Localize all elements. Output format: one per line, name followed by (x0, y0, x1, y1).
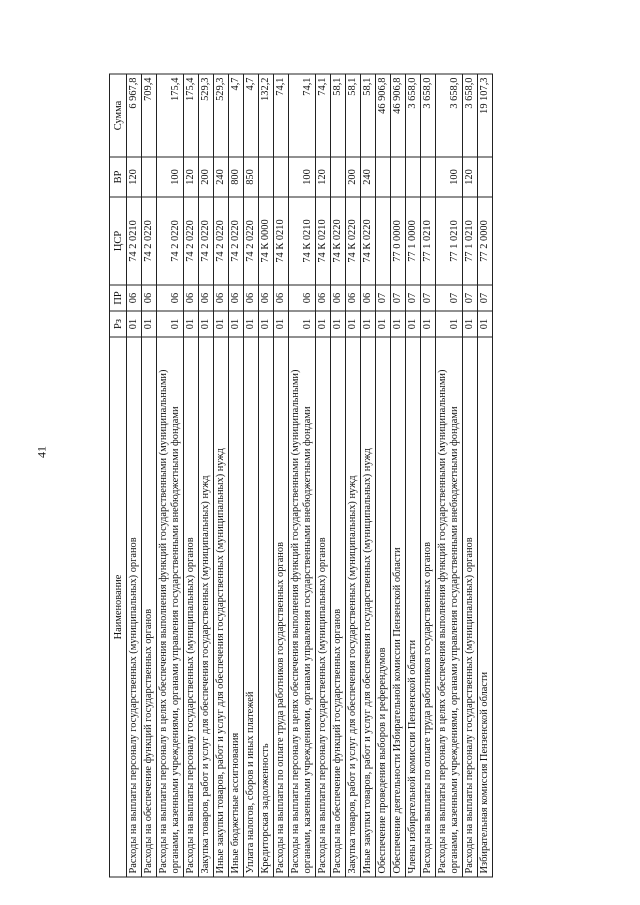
cell-csr: 74 К 0220 (361, 197, 376, 285)
cell-vr: 120 (127, 157, 142, 197)
cell-name: Расходы на выплаты по оплате труда работников государственных органов (274, 337, 289, 877)
table-row (214, 74, 229, 877)
table-row (463, 74, 478, 877)
cell-sum: 4,7 (244, 74, 259, 157)
cell-sum: 58,1 (331, 74, 346, 157)
cell-rz: 01 (142, 311, 157, 337)
cell-name: Иные закупки товаров, работ и услуг для обеспечения государственных (муниципальных) нужд (361, 337, 376, 877)
cell-name: Кредиторская задолженность (259, 337, 274, 877)
cell-vr (406, 157, 421, 197)
cell-name: Уплата налогов, сборов и иных платежей (244, 337, 259, 877)
cell-pr: 07 (406, 285, 421, 311)
cell-sum: 175,4 (184, 74, 199, 157)
cell-csr: 77 2 0000 (478, 197, 493, 285)
table-row (406, 74, 421, 877)
cell-rz: 01 (478, 311, 493, 337)
cell-name: Расходы на выплаты по оплате труда работников государственных органов (421, 337, 436, 877)
cell-vr: 120 (463, 157, 478, 197)
table-row (316, 74, 331, 877)
table-row (346, 74, 361, 877)
cell-sum: 175,4 (157, 74, 184, 157)
cell-pr: 06 (289, 285, 316, 311)
table-row (361, 74, 376, 877)
header-sum: Сумма (110, 74, 127, 157)
cell-name: Закупка товаров, работ и услуг для обеспечения государственных (муниципальных) нужд (199, 337, 214, 877)
cell-vr: 800 (229, 157, 244, 197)
cell-pr: 06 (259, 285, 274, 311)
table-row (436, 74, 463, 877)
cell-rz: 01 (463, 311, 478, 337)
cell-name: Избирательная комиссия Пензенской области (478, 337, 493, 877)
table-row (184, 74, 199, 877)
cell-csr: 77 1 0210 (463, 197, 478, 285)
cell-sum: 3 658,0 (406, 74, 421, 157)
cell-rz: 01 (229, 311, 244, 337)
cell-csr: 74 К 0210 (274, 197, 289, 285)
table-row (478, 74, 493, 877)
cell-csr: 77 1 0000 (406, 197, 421, 285)
table-row (259, 74, 274, 877)
cell-vr (478, 157, 493, 197)
cell-rz: 01 (361, 311, 376, 337)
cell-pr: 06 (199, 285, 214, 311)
cell-rz: 01 (289, 311, 316, 337)
cell-sum: 46 906,8 (391, 74, 406, 157)
cell-vr (274, 157, 289, 197)
cell-csr (376, 197, 391, 285)
table-row (391, 74, 406, 877)
cell-pr: 06 (361, 285, 376, 311)
table-row (199, 74, 214, 877)
cell-rz: 01 (331, 311, 346, 337)
budget-table (109, 74, 493, 878)
cell-rz: 01 (376, 311, 391, 337)
cell-name: Расходы на выплаты персоналу государственных (муниципальных) органов (463, 337, 478, 877)
cell-rz: 01 (157, 311, 184, 337)
cell-vr: 240 (361, 157, 376, 197)
header-vr: ВР (110, 157, 127, 197)
header-csr: ЦСР (110, 197, 127, 285)
cell-sum: 529,3 (214, 74, 229, 157)
cell-rz: 01 (436, 311, 463, 337)
cell-name: Расходы на выплаты персоналу в целях обеспечения выполнения функций государственными (муниципальными) органами, казенными учреждениями, органами управления государственными внебюджетными фондами (157, 337, 184, 877)
cell-pr: 07 (478, 285, 493, 311)
table-row (244, 74, 259, 877)
cell-vr: 850 (244, 157, 259, 197)
table-row (331, 74, 346, 877)
header-pr: ПР (110, 285, 127, 311)
rotated-table-container (109, 75, 587, 878)
table-row (289, 74, 316, 877)
cell-rz: 01 (391, 311, 406, 337)
cell-name: Расходы на выплаты персоналу в целях обеспечения выполнения функций государственными (муниципальными) органами, казенными учреждениями, органами управления государственными внебюджетными фондами (436, 337, 463, 877)
cell-csr: 74 2 0220 (199, 197, 214, 285)
cell-pr: 06 (346, 285, 361, 311)
table-body (127, 74, 493, 877)
cell-rz: 01 (346, 311, 361, 337)
cell-pr: 06 (184, 285, 199, 311)
cell-csr: 74 К 0220 (346, 197, 361, 285)
cell-pr: 06 (157, 285, 184, 311)
cell-vr (421, 157, 436, 197)
cell-vr: 120 (184, 157, 199, 197)
cell-sum: 19 107,3 (478, 74, 493, 157)
cell-vr (259, 157, 274, 197)
cell-csr: 74 2 0220 (184, 197, 199, 285)
cell-sum: 3 658,0 (421, 74, 436, 157)
cell-sum: 58,1 (346, 74, 361, 157)
cell-rz: 01 (199, 311, 214, 337)
cell-pr: 06 (214, 285, 229, 311)
cell-name: Закупка товаров, работ и услуг для обеспечения государственных (муниципальных) нужд (346, 337, 361, 877)
cell-vr (142, 157, 157, 197)
cell-csr: 77 0 0000 (391, 197, 406, 285)
cell-vr: 120 (316, 157, 331, 197)
cell-sum: 46 906,8 (376, 74, 391, 157)
cell-csr: 77 1 0210 (421, 197, 436, 285)
cell-name: Иные бюджетные ассигнования (229, 337, 244, 877)
cell-csr: 74 К 0220 (331, 197, 346, 285)
cell-csr: 74 2 0220 (142, 197, 157, 285)
cell-vr (391, 157, 406, 197)
cell-pr: 07 (436, 285, 463, 311)
cell-sum: 529,3 (199, 74, 214, 157)
header-rz: Рз (110, 311, 127, 337)
cell-sum: 58,1 (361, 74, 376, 157)
cell-vr: 200 (199, 157, 214, 197)
cell-name: Обеспечение проведения выборов и референдумов (376, 337, 391, 877)
table-header-row (110, 74, 127, 877)
cell-csr: 74 К 0210 (316, 197, 331, 285)
cell-name: Расходы на выплаты персоналу в целях обеспечения выполнения функций государственными (муниципальными) органами, казенными учреждениями, органами управления государственными внебюджетными фондами (289, 337, 316, 877)
cell-pr: 07 (391, 285, 406, 311)
cell-sum: 6 967,8 (127, 74, 142, 157)
cell-csr: 74 2 0220 (229, 197, 244, 285)
table-row (421, 74, 436, 877)
cell-csr: 74 2 0210 (127, 197, 142, 285)
cell-rz: 01 (127, 311, 142, 337)
cell-rz: 01 (421, 311, 436, 337)
table-row (376, 74, 391, 877)
cell-name: Расходы на обеспечение функций государственных органов (331, 337, 346, 877)
cell-sum: 4,7 (229, 74, 244, 157)
cell-csr: 74 2 0220 (244, 197, 259, 285)
cell-csr: 74 2 0220 (157, 197, 184, 285)
cell-pr: 06 (244, 285, 259, 311)
table-row (127, 74, 142, 877)
cell-pr: 06 (316, 285, 331, 311)
cell-rz: 01 (259, 311, 274, 337)
header-name: Наименование (110, 337, 127, 877)
cell-sum: 74,1 (289, 74, 316, 157)
cell-rz: 01 (406, 311, 421, 337)
cell-sum: 74,1 (274, 74, 289, 157)
cell-sum: 74,1 (316, 74, 331, 157)
cell-pr: 06 (142, 285, 157, 311)
cell-name: Иные закупки товаров, работ и услуг для обеспечения государственных (муниципальных) нужд (214, 337, 229, 877)
table-row (142, 74, 157, 877)
cell-rz: 01 (244, 311, 259, 337)
cell-csr: 74 К 0210 (289, 197, 316, 285)
cell-vr: 240 (214, 157, 229, 197)
cell-name: Расходы на выплаты персоналу государственных (муниципальных) органов (316, 337, 331, 877)
cell-name: Члены избирательной комиссии Пензенской области (406, 337, 421, 877)
cell-vr: 100 (289, 157, 316, 197)
cell-rz: 01 (316, 311, 331, 337)
cell-pr: 07 (376, 285, 391, 311)
cell-name: Обеспечение деятельности Избирательной комиссии Пензенской области (391, 337, 406, 877)
table-row (157, 74, 184, 877)
cell-pr: 07 (463, 285, 478, 311)
cell-pr: 06 (331, 285, 346, 311)
cell-vr (376, 157, 391, 197)
cell-rz: 01 (214, 311, 229, 337)
page-number: 41 (34, 446, 49, 458)
cell-csr: 74 2 0220 (214, 197, 229, 285)
cell-pr: 07 (421, 285, 436, 311)
cell-csr: 74 К 0000 (259, 197, 274, 285)
cell-sum: 3 658,0 (436, 74, 463, 157)
cell-sum: 709,4 (142, 74, 157, 157)
cell-sum: 3 658,0 (463, 74, 478, 157)
cell-name: Расходы на выплаты персоналу государственных (муниципальных) органов (184, 337, 199, 877)
cell-vr: 100 (436, 157, 463, 197)
cell-csr: 77 1 0210 (436, 197, 463, 285)
table-row (229, 74, 244, 877)
cell-name: Расходы на обеспечение функций государственных органов (142, 337, 157, 877)
cell-vr: 200 (346, 157, 361, 197)
cell-sum: 132,2 (259, 74, 274, 157)
table-row (274, 74, 289, 877)
cell-rz: 01 (274, 311, 289, 337)
cell-vr (331, 157, 346, 197)
cell-name: Расходы на выплаты персоналу государственных (муниципальных) органов (127, 337, 142, 877)
cell-pr: 06 (229, 285, 244, 311)
cell-vr: 100 (157, 157, 184, 197)
cell-pr: 06 (274, 285, 289, 311)
cell-rz: 01 (184, 311, 199, 337)
cell-pr: 06 (127, 285, 142, 311)
